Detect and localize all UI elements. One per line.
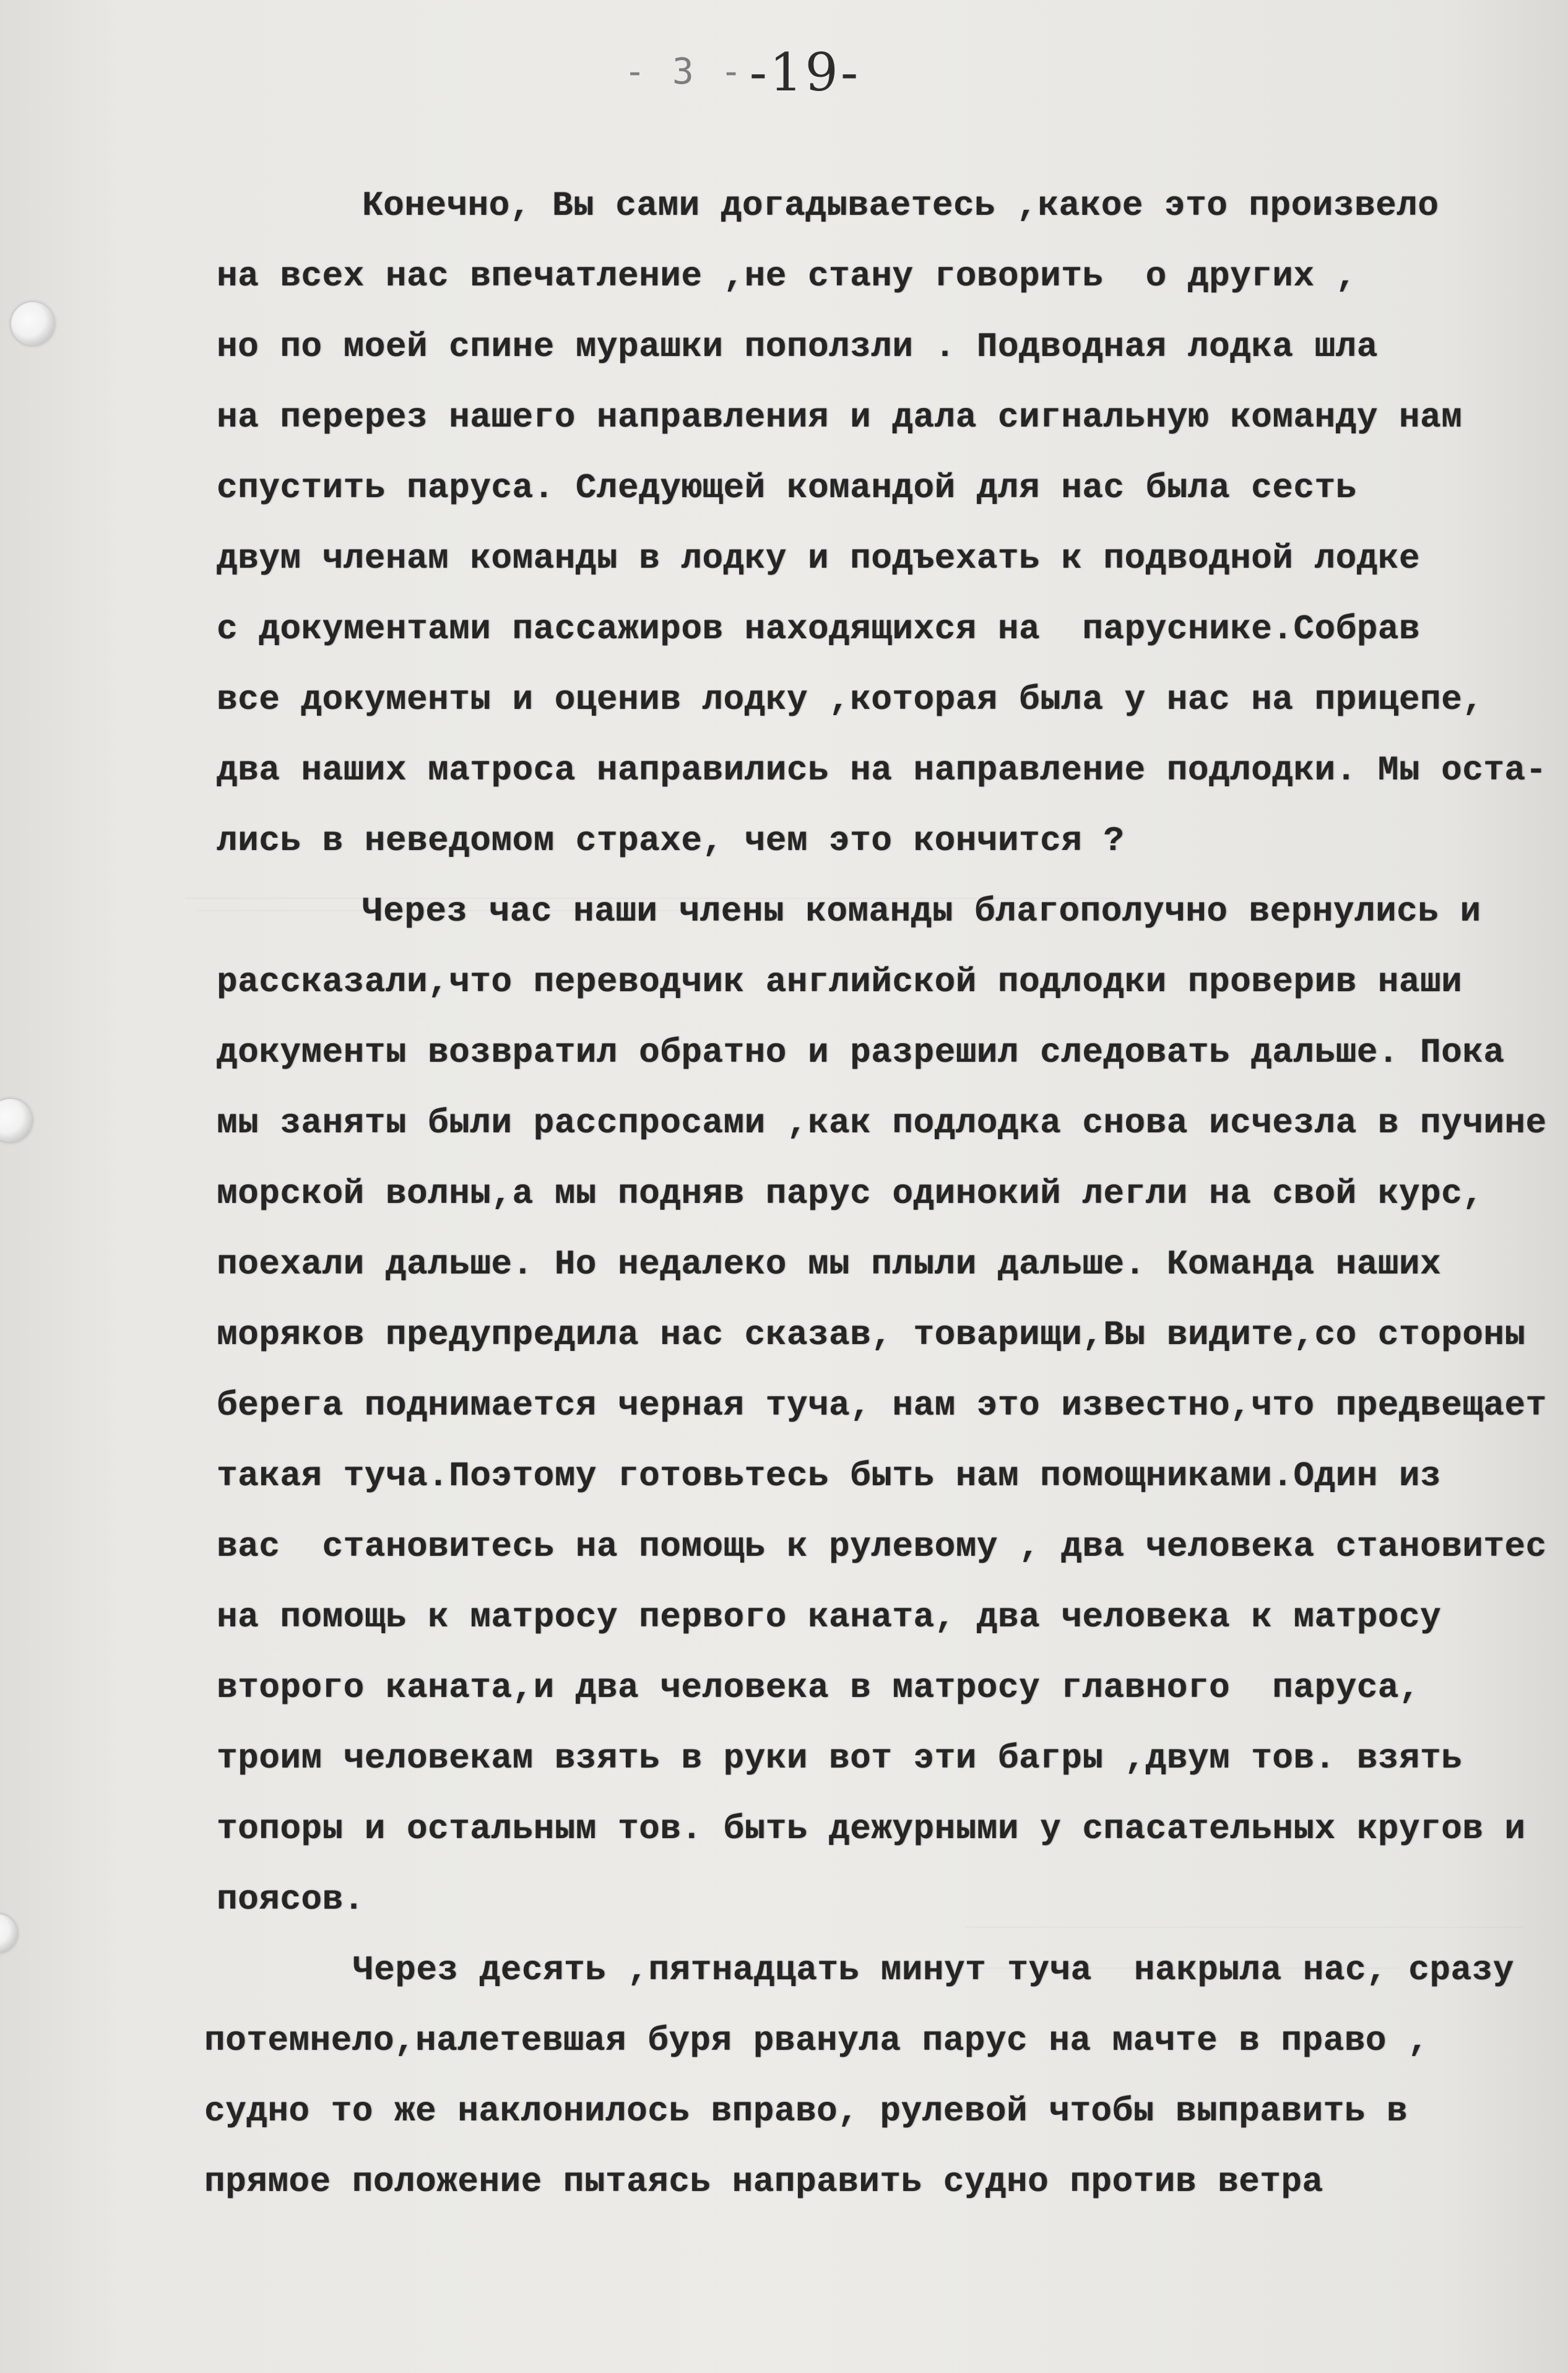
text-line: но по моей спине мурашки поползли . Подводная лодка шла: [217, 327, 1378, 367]
punch-hole: [0, 1914, 17, 1953]
handwritten-page-number: -19-: [749, 42, 861, 103]
text-line: на перерез нашего направления и дала сигнальную команду нам: [217, 397, 1463, 437]
text-line: на всех нас впечатление ,не стану говорить о других ,: [217, 256, 1357, 296]
text-line: вас становитесь на помощь к рулевому , два человека становитес: [217, 1527, 1547, 1566]
text-line: потемнело,налетевшая буря рванула парус на мачте в право ,: [204, 2021, 1429, 2060]
text-line: документы возвратил обратно и разрешил следовать дальше. Пока: [217, 1033, 1505, 1072]
text-line: моряков предупредила нас сказав, товарищи,Вы видите,со стороны: [217, 1315, 1526, 1355]
text-line: берега поднимается черная туча, нам это известно,что предвещает: [217, 1386, 1547, 1425]
text-line: морской волны,а мы подняв парус одинокий легли на свой курс,: [217, 1174, 1484, 1213]
text-line: такая туча.Поэтому готовьтесь быть нам помощниками.Один из: [217, 1456, 1442, 1496]
text-line: Через десять ,пятнадцать минут туча накрыла нас, сразу: [353, 1950, 1514, 1990]
text-line: два наших матроса направились на направление подлодки. Мы оста-: [217, 750, 1547, 790]
text-line: лись в неведомом страхе, чем это кончится ?: [217, 821, 1125, 861]
text-line: судно то же наклонилось вправо, рулевой чтобы выправить в: [204, 2091, 1408, 2131]
text-line: Конечно, Вы сами догадываетесь ,какое это произвело: [362, 186, 1439, 225]
punch-hole: [0, 1099, 32, 1142]
text-line: поясов.: [217, 1880, 365, 1919]
text-line: мы заняты были расспросами ,как подлодка снова исчезла в пучине: [217, 1103, 1547, 1143]
text-line: Через час наши члены команды благополучно вернулись и: [362, 892, 1481, 931]
punch-hole: [11, 302, 54, 345]
text-line: двум членам команды в лодку и подъехать к подводной лодке: [217, 539, 1421, 578]
text-line: все документы и оценив лодку ,которая была у нас на прицепе,: [217, 680, 1484, 719]
text-line: поехали дальше. Но недалеко мы плыли дальше. Команда наших: [217, 1244, 1442, 1284]
text-line: троим человекам взять в руки вот эти багры ,двум тов. взять: [217, 1738, 1463, 1778]
typed-page-number: - 3 -: [624, 50, 745, 93]
text-line: с документами пассажиров находящихся на паруснике.Собрав: [217, 609, 1421, 649]
text-line: второго каната,и два человека в матросу главного паруса,: [217, 1668, 1421, 1707]
text-line: рассказали,что переводчик английской подлодки проверив наши: [217, 962, 1463, 1002]
page-number: [624, 42, 860, 103]
text-line: прямое положение пытаясь направить судно против ветра: [204, 2162, 1323, 2202]
text-line: спустить паруса. Следующей командой для нас была сесть: [217, 468, 1357, 508]
text-line: топоры и остальным тов. быть дежурными у спасательных кругов и: [217, 1809, 1526, 1849]
text-line: на помощь к матросу первого каната, два человека к матросу: [217, 1597, 1442, 1637]
bleed-through-mark: [966, 1927, 1523, 1928]
